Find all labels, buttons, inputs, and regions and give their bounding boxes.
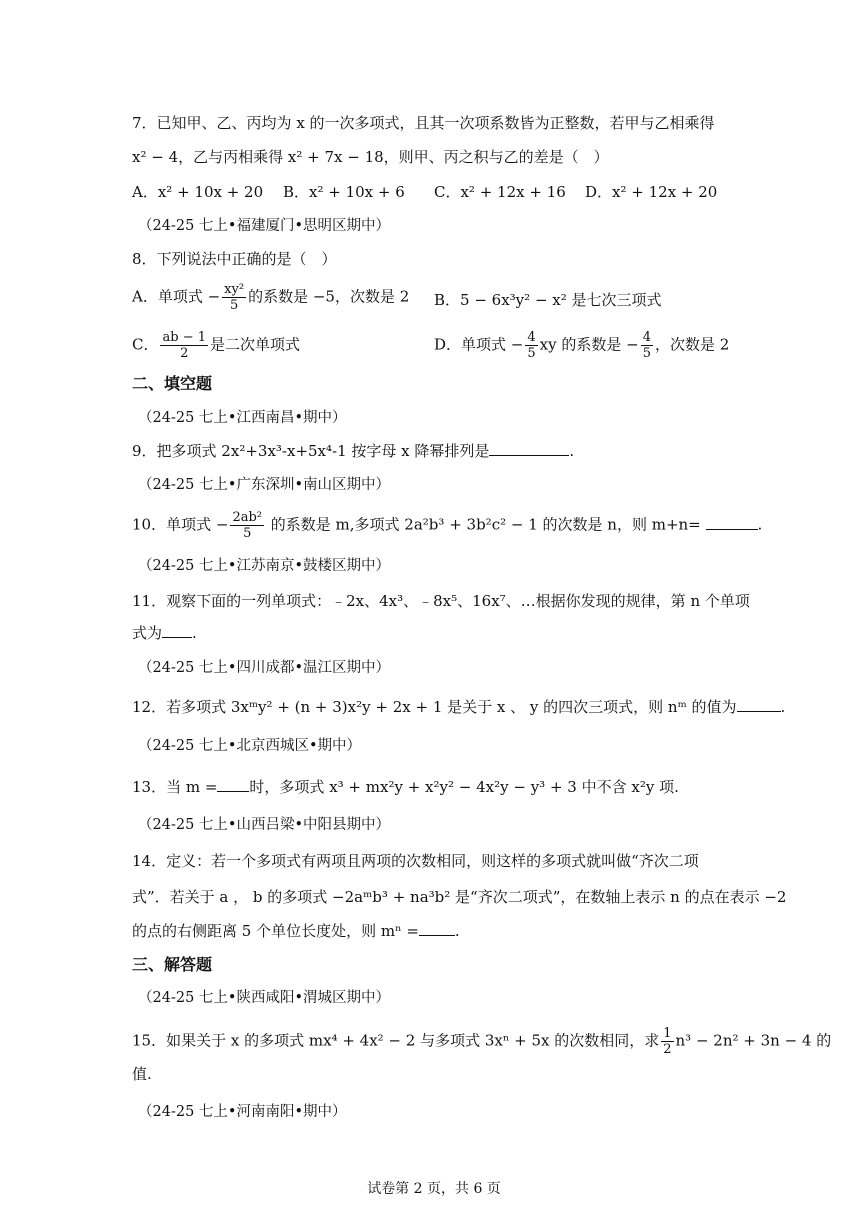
source-note-q9: （24-25 七上•江西南昌•期中） [138,410,347,426]
source-note-q11: （24-25 七上•江苏南京•鼓楼区期中） [138,558,391,574]
question-10-text: 的系数是 m,多项式 2a²b³ + 3b²c² − 1 的次数是 n，则 m+n= [270,515,701,534]
question-15-text-end: n³ − 2n² + 3n − 4 的 [675,1031,832,1050]
option-a-suffix: 的系数是 −5，次数是 2 [248,287,410,306]
option-d-middle: xy 的系数是 − [539,335,639,354]
source-note-q15: （24-25 七上•陕西咸阳•渭城区期中） [138,990,391,1006]
question-12 [132,696,786,718]
question-8-option-c [132,330,300,361]
question-13-text: 时，多项式 x³ + mx²y + x²y² − 4x²y − y³ + 3 中不含 x²y 项. [249,778,679,796]
fraction [160,330,208,361]
fraction-denominator: 2 [180,346,189,361]
question-15-line-2: 值. [132,1065,152,1083]
question-11-end: . [192,624,197,642]
question-10 [132,510,763,541]
question-14-line-1: 14．定义：若一个多项式有两项且两项的次数相同，则这样的多项式就叫做“齐次二项 [132,852,699,870]
source-note-q14: （24-25 七上•山西吕梁•中阳县期中） [138,817,391,833]
fraction [641,330,653,361]
answer-blank[interactable] [489,441,569,456]
question-7-line-1: 7．已知甲、乙、丙均为 x 的一次多项式，且其一次项系数皆为正整数，若甲与乙相乘得 [132,114,715,132]
question-15-text: 15．如果关于 x 的多项式 mx⁴ + 4x² − 2 与多项式 3xⁿ + 5x 的次数相同，求 [132,1031,660,1050]
option-a-prefix: A．单项式 − [132,287,221,306]
question-11-text: 式为 [132,624,163,642]
question-7-option-d: D．x² + 12x + 20 [585,183,718,201]
fraction-numerator: 2ab² [232,510,262,525]
fraction [661,1026,673,1057]
answer-blank[interactable] [737,697,781,712]
section-heading-solutions: 三、解答题 [132,955,213,974]
source-note-q13: （24-25 七上•北京西城区•期中） [138,738,362,754]
option-d-prefix: D．单项式 − [434,335,524,354]
fraction-numerator: 4 [527,330,536,345]
question-9-text: 9．把多项式 2x²+3x³-x+5x⁴-1 按字母 x 降幂排列是 [132,442,490,460]
fraction-numerator: ab − 1 [162,330,206,345]
fraction-numerator: 4 [642,330,651,345]
question-11-line-1: 11．观察下面的一列单项式：﹣2x、4x³、﹣8x⁵、16x⁷、…根据你发现的规律，第 n 个单项 [132,592,750,610]
section-heading-fill-in: 二、填空题 [132,374,213,393]
source-note-q16: （24-25 七上•河南南阳•期中） [138,1104,347,1120]
fraction-denominator: 2 [663,1042,672,1057]
question-10-end: . [757,515,763,534]
question-12-text: 12．若多项式 3xᵐy² + (n + 3)x²y + 2x + 1 是关于 x 、 y 的四次三项式，则 nᵐ 的值为 [132,698,737,716]
page-footer: 试卷第 2 页，共 6 页 [367,1181,501,1197]
question-11-line-2 [132,622,718,644]
question-7-line-2: x² − 4，乙与丙相乘得 x² + 7x − 18，则甲、丙之积与乙的差是（ ） [132,148,609,166]
fraction-numerator: xy² [224,282,245,297]
question-14-text: 的点的右侧距离 5 个单位长度处，则 mⁿ = [132,922,419,940]
question-14-line-3 [132,920,718,942]
question-7-option-b: B．x² + 10x + 6 [283,183,405,201]
answer-blank[interactable] [419,921,455,936]
option-c-prefix: C． [132,335,159,354]
answer-blank[interactable] [217,777,249,792]
fraction-denominator: 5 [229,298,239,313]
question-7-option-c: C．x² + 12x + 16 [434,183,566,201]
option-c-suffix: 是二次单项式 [210,335,301,354]
fraction [222,282,246,313]
question-8-option-b: B．5 − 6x³y² − x² 是七次三项式 [434,291,662,309]
fraction-denominator: 5 [243,526,252,541]
source-note-q10: （24-25 七上•广东深圳•南山区期中） [138,477,391,493]
question-10-prefix: 10．单项式 − [132,515,229,534]
answer-blank[interactable] [162,623,192,638]
question-12-end: . [780,698,786,716]
question-7-option-a: A．x² + 10x + 20 [132,183,264,201]
source-note-q12: （24-25 七上•四川成都•温江区期中） [138,660,391,676]
question-14-line-2: 式”．若关于 a ， b 的多项式 −2aᵐb³ + na³b² 是“齐次二项式”，在数轴上表示 n 的点在表示 −2 [132,888,787,906]
fraction-denominator: 5 [527,346,536,361]
question-13-prefix: 13．当 m = [132,778,218,796]
question-8-option-a [132,282,409,313]
question-8-stem: 8．下列说法中正确的是（ ） [132,250,337,268]
question-13 [132,776,718,798]
fraction [525,330,537,361]
source-note-q8: （24-25 七上•福建厦门•思明区期中） [138,218,391,234]
question-15-line-1 [132,1026,832,1057]
question-9 [132,440,718,462]
question-8-option-d [434,330,729,361]
option-d-suffix: ，次数是 2 [654,335,730,354]
answer-blank[interactable] [706,515,758,530]
question-9-end: . [569,442,575,460]
question-14-end: . [454,922,460,940]
fraction [230,510,264,541]
fraction-denominator: 5 [642,346,651,361]
fraction-numerator: 1 [663,1026,672,1041]
